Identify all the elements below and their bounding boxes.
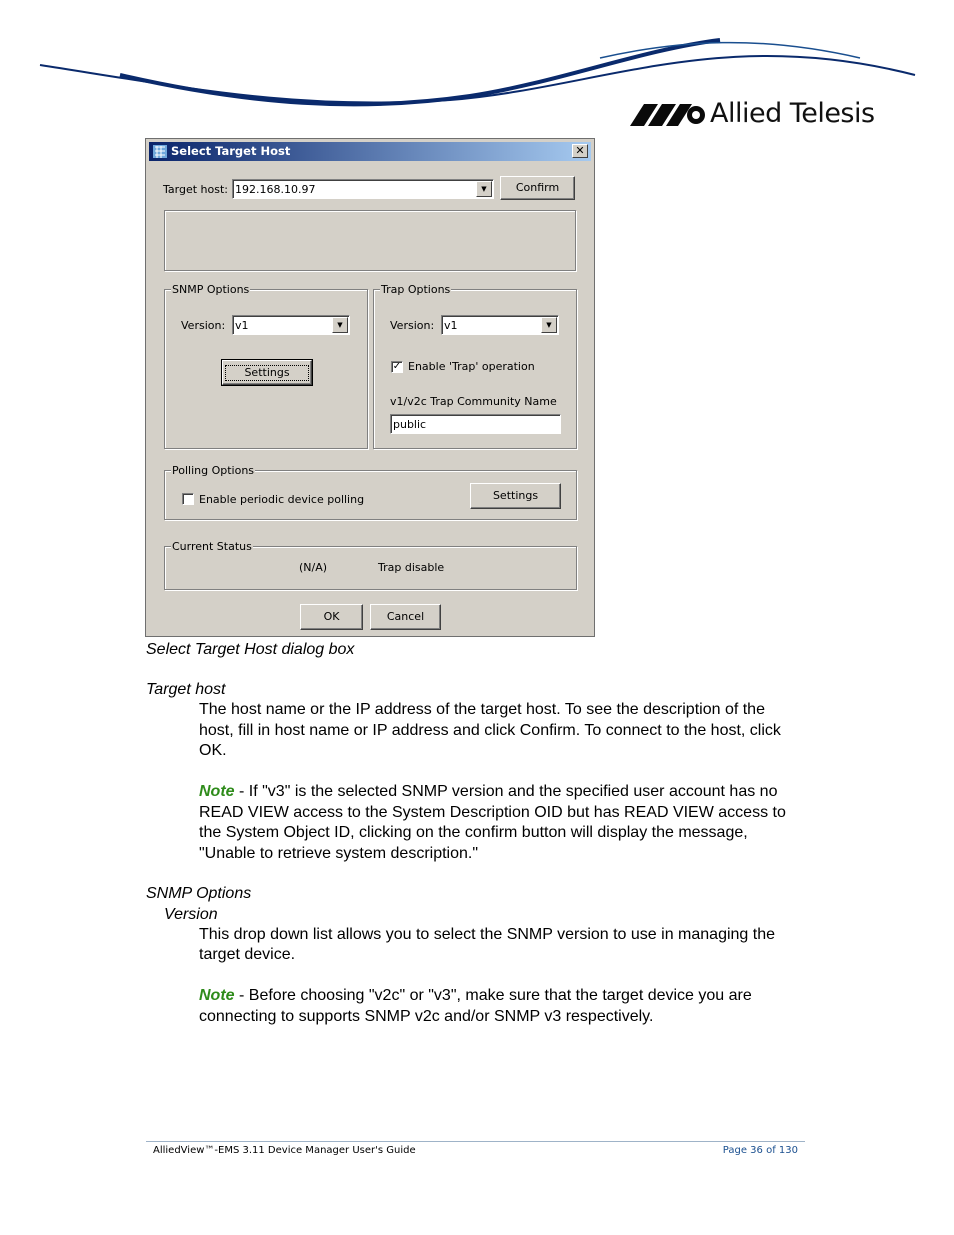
figure-caption: Select Target Host dialog box bbox=[146, 641, 355, 658]
select-target-host-dialog bbox=[145, 138, 595, 637]
polling-options-label: Polling Options bbox=[172, 464, 255, 477]
footer-title: AlliedView™-EMS 3.11 Device Manager User's Guide bbox=[153, 1145, 416, 1156]
app-icon bbox=[152, 144, 168, 159]
current-status-label: Current Status bbox=[172, 540, 252, 553]
page-number: Page 36 of 130 bbox=[722, 1145, 798, 1156]
confirm-button[interactable]: Confirm bbox=[500, 176, 575, 200]
snmp-settings-label: Settings bbox=[225, 365, 308, 381]
trap-version-value: v1 bbox=[444, 319, 458, 332]
note-1-line-4: "Unable to retrieve system description." bbox=[199, 845, 479, 862]
enable-polling-label: Enable periodic device polling bbox=[199, 493, 365, 506]
footer-divider bbox=[146, 1141, 805, 1142]
snmp-version-select[interactable] bbox=[232, 315, 350, 335]
polling-settings-button[interactable]: Settings bbox=[470, 483, 561, 509]
note-2-line-1 bbox=[199, 986, 752, 1007]
trap-community-label: v1/v2c Trap Community Name bbox=[390, 395, 557, 408]
status-value: (N/A) bbox=[299, 561, 328, 574]
version-heading: Version bbox=[164, 906, 218, 923]
trap-community-value: public bbox=[393, 418, 427, 431]
note-1-label: Note bbox=[199, 783, 235, 800]
trap-status: Trap disable bbox=[378, 561, 445, 574]
target-host-line-1: The host name or the IP address of the target host. To see the description of the bbox=[199, 701, 765, 718]
chevron-down-icon[interactable]: ▼ bbox=[332, 317, 348, 333]
allied-telesis-logo bbox=[630, 98, 875, 134]
chevron-down-icon[interactable]: ▼ bbox=[476, 181, 492, 197]
current-status-group bbox=[164, 540, 577, 590]
message-area bbox=[164, 210, 576, 271]
version-line-1: This drop down list allows you to select the SNMP version to use in managing the bbox=[199, 926, 775, 943]
note-2-text: - Before choosing "v2c" or "v3", make sure that the target device you are bbox=[234, 987, 752, 1004]
dialog-title: Select Target Host bbox=[171, 144, 291, 158]
snmp-version-value: v1 bbox=[235, 319, 249, 332]
snmp-options-heading: SNMP Options bbox=[146, 885, 252, 902]
note-2-line-2: connecting to supports SNMP v2c and/or SNMP v3 respectively. bbox=[199, 1008, 654, 1025]
ok-button[interactable]: OK bbox=[300, 604, 363, 630]
note-1-line-3: the System Object ID, clicking on the confirm button will display the message, bbox=[199, 824, 748, 841]
target-host-combo[interactable] bbox=[232, 179, 494, 199]
target-host-value: 192.168.10.97 bbox=[235, 183, 316, 196]
logo-mark-icon bbox=[630, 104, 706, 126]
target-host-label: Target host: bbox=[163, 183, 228, 196]
trap-version-label: Version: bbox=[390, 319, 435, 332]
note-1-line-2: READ VIEW access to the System Description OID but has READ VIEW access to bbox=[199, 804, 786, 821]
checkmark-icon: ✓ bbox=[392, 361, 402, 372]
chevron-down-icon[interactable]: ▼ bbox=[541, 317, 557, 333]
target-host-line-2: host, fill in host name or IP address and click Confirm. To connect to the host, click bbox=[199, 722, 781, 739]
cancel-button[interactable]: Cancel bbox=[370, 604, 441, 630]
close-button[interactable] bbox=[572, 144, 588, 158]
target-host-line-3: OK. bbox=[199, 742, 227, 759]
note-2-label: Note bbox=[199, 987, 235, 1004]
snmp-settings-button[interactable] bbox=[222, 360, 312, 385]
target-host-heading: Target host bbox=[146, 681, 226, 698]
close-icon: ✕ bbox=[575, 144, 585, 157]
logo-text: Allied Telesis bbox=[710, 98, 875, 129]
trap-community-input[interactable] bbox=[390, 414, 561, 434]
enable-trap-checkbox[interactable] bbox=[391, 361, 403, 373]
trap-options-label: Trap Options bbox=[381, 283, 451, 296]
trap-version-select[interactable] bbox=[441, 315, 559, 335]
snmp-options-label: SNMP Options bbox=[172, 283, 250, 296]
note-1-line-1 bbox=[199, 782, 777, 803]
note-1-text: - If "v3" is the selected SNMP version and the specified user account has no bbox=[234, 783, 778, 800]
dialog-titlebar bbox=[149, 142, 591, 161]
enable-polling-checkbox[interactable] bbox=[182, 493, 194, 505]
snmp-version-label: Version: bbox=[181, 319, 226, 332]
enable-trap-label: Enable 'Trap' operation bbox=[408, 360, 535, 373]
version-line-2: target device. bbox=[199, 946, 296, 963]
